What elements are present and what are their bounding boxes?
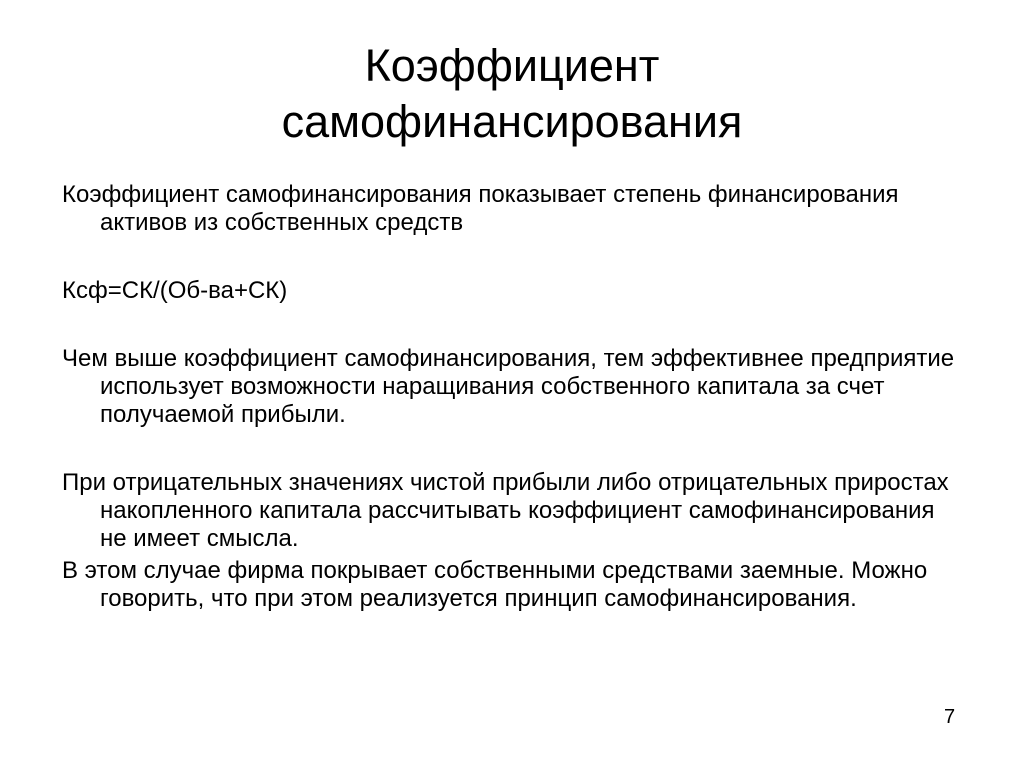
slide-title-line-2: самофинансирования — [281, 96, 743, 147]
slide-title — [0, 38, 1024, 150]
definition-paragraph: Коэффициент самофинансирования показывает степень финансирования активов из собственных средств — [62, 181, 899, 236]
slide-body — [62, 181, 962, 613]
page-number: 7 — [944, 706, 956, 728]
limitation-paragraph: При отрицательных значениях чистой прибыли либо отрицательных приростах накопленного капитала рассчитывать коэффициент самофинансирования не имеет смысла. — [62, 469, 949, 552]
interpretation-paragraph: Чем выше коэффициент самофинансирования, тем эффективнее предприятие использует возможности наращивания собственного капитала за счет получаемой прибыли. — [62, 345, 955, 428]
slide-title-line-1: Коэффициент — [364, 40, 660, 91]
conclusion-paragraph: В этом случае фирма покрывает собственными средствами заемные. Можно говорить, что при этом реализуется принцип самофинансирования. — [62, 557, 928, 612]
formula-paragraph: Ксф=СК/(Об-ва+СК) — [62, 277, 288, 304]
